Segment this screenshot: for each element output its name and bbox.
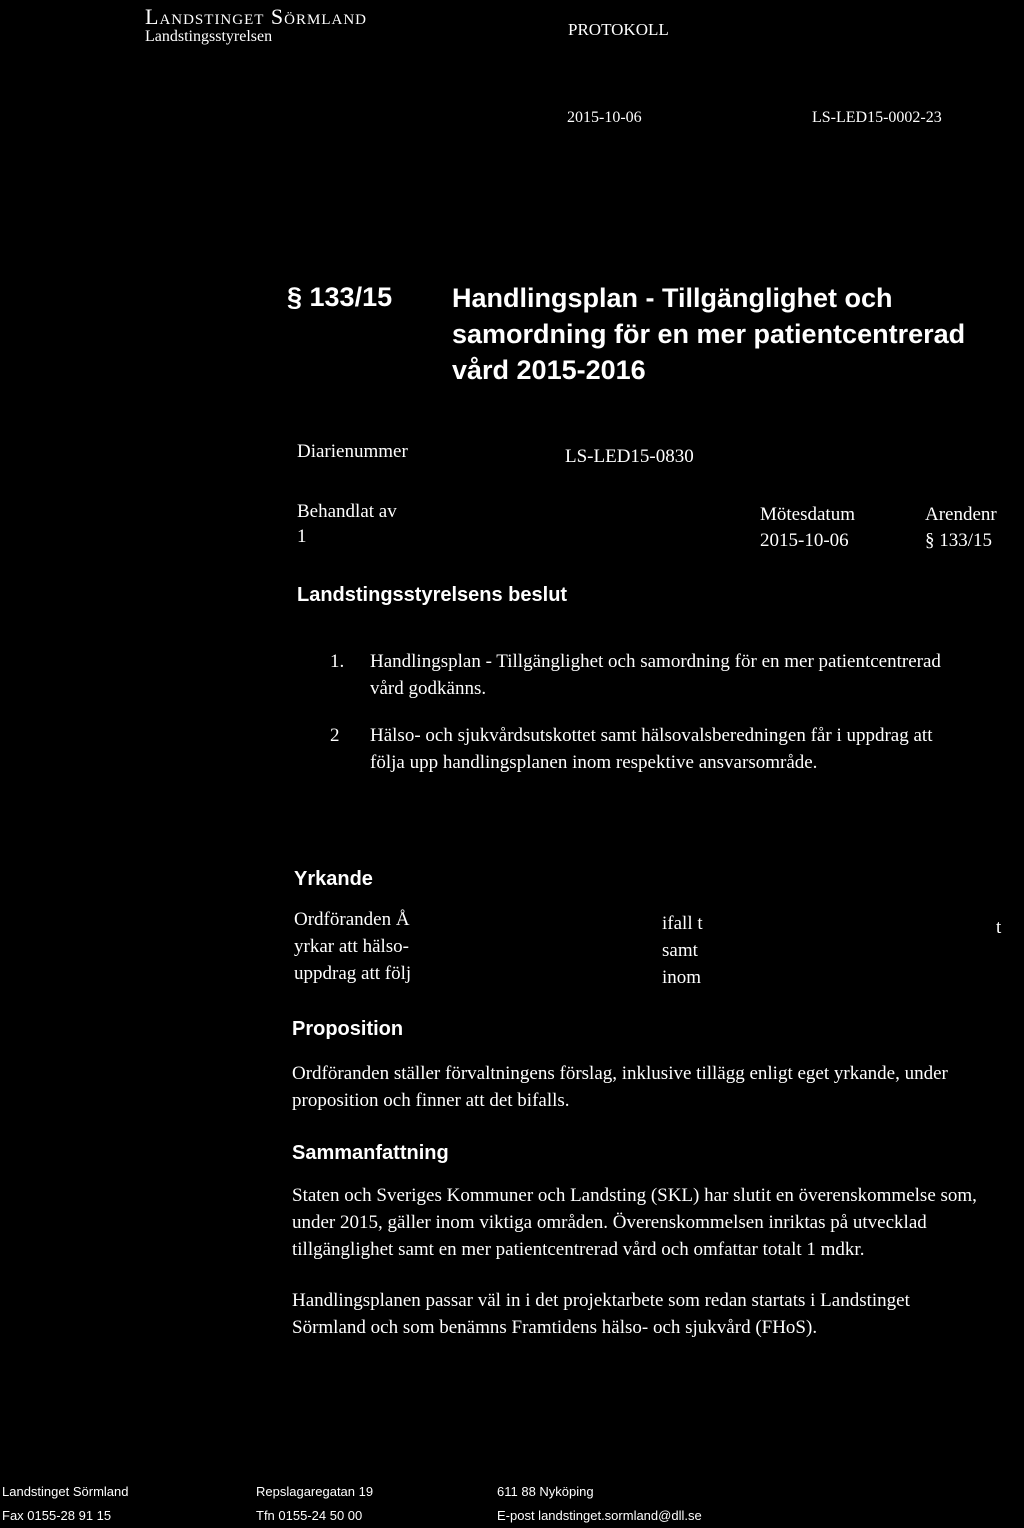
footer-email: E-post landstinget.sormland@dll.se — [497, 1508, 702, 1523]
arendenr-label: Arendenr — [925, 504, 997, 525]
list-item — [330, 648, 970, 702]
sammanfattning-paragraph: Handlingsplanen passar väl in i det projektarbete som redan startats i Landstinget Sörmland och som benämns Framtidens hälso- och sjukvård (FHoS). — [292, 1290, 910, 1338]
sammanfattning-heading: Sammanfattning — [292, 1142, 449, 1164]
list-text: Hälso- och sjukvårdsutskottet samt hälsovalsberedningen får i uppdrag att följa upp handlingsplanen inom respektive ansvarsområde. — [370, 725, 933, 773]
footer-postal: 611 88 Nyköping — [497, 1484, 594, 1499]
footer-phone: Tfn 0155-24 50 00 — [256, 1508, 363, 1523]
yrkande-column-2 — [662, 910, 703, 991]
diarienummer-label: Diarienummer — [297, 441, 408, 462]
proposition-heading: Proposition — [292, 1018, 404, 1040]
diarienummer-value: LS-LED15-0830 — [565, 446, 694, 467]
yrkande-line: Ordföranden Å — [294, 909, 410, 930]
section-number: § 133/15 — [287, 282, 393, 312]
yrkande-column-3: t — [996, 917, 1002, 938]
list-item — [330, 722, 970, 776]
footer-street: Repslagaregatan 19 — [256, 1484, 374, 1499]
beslut-heading: Landstingsstyrelsens beslut — [297, 584, 568, 606]
section-title: Handlingsplan - Tillgänglighet och samordning för en mer patientcentrerad vård 2015-2016 — [452, 283, 966, 385]
arendenr-value: § 133/15 — [925, 530, 993, 551]
motesdatum-value: 2015-10-06 — [760, 530, 849, 551]
behandlat-label: Behandlat av — [297, 501, 397, 522]
proposition-text: Ordföranden ställer förvaltningens förslag, inklusive tillägg enligt eget yrkande, under proposition och finner att det bifalls. — [292, 1063, 948, 1111]
beslut-list — [330, 648, 970, 796]
yrkande-line: samt — [662, 940, 698, 961]
footer-org: Landstinget Sörmland — [2, 1484, 129, 1499]
yrkande-line: ifall t — [662, 913, 703, 934]
document-reference: LS-LED15-0002-23 — [812, 109, 942, 126]
org-name: Landstinget Sörmland — [145, 4, 367, 29]
behandlat-value: 1 — [297, 526, 307, 547]
yrkande-column-1 — [294, 906, 411, 987]
org-subtitle: Landstingsstyrelsen — [145, 28, 273, 45]
document-type: PROTOKOLL — [568, 20, 669, 39]
list-number: 2 — [330, 725, 340, 746]
yrkande-line: inom — [662, 967, 702, 988]
list-number: 1. — [330, 651, 345, 672]
sammanfattning-paragraph: Staten och Sveriges Kommuner och Landsting (SKL) har slutit en överenskommelse som, under 2015, gäller inom viktiga områden. Överenskommelsen inriktas på utvecklad tillgänglighet samt en mer patientcentrerad vård och omfattar totalt 1 mdkr. — [292, 1185, 977, 1260]
footer-fax: Fax 0155-28 91 15 — [2, 1508, 112, 1523]
document-date: 2015-10-06 — [567, 109, 642, 126]
motesdatum-label: Mötesdatum — [760, 504, 855, 525]
yrkande-line: uppdrag att följ — [294, 963, 412, 984]
list-text: Handlingsplan - Tillgänglighet och samordning för en mer patientcentrerad vård godkänns. — [370, 651, 941, 699]
yrkande-line: yrkar att hälso- — [294, 936, 410, 957]
sammanfattning-body — [292, 1182, 982, 1365]
yrkande-heading: Yrkande — [294, 868, 373, 890]
